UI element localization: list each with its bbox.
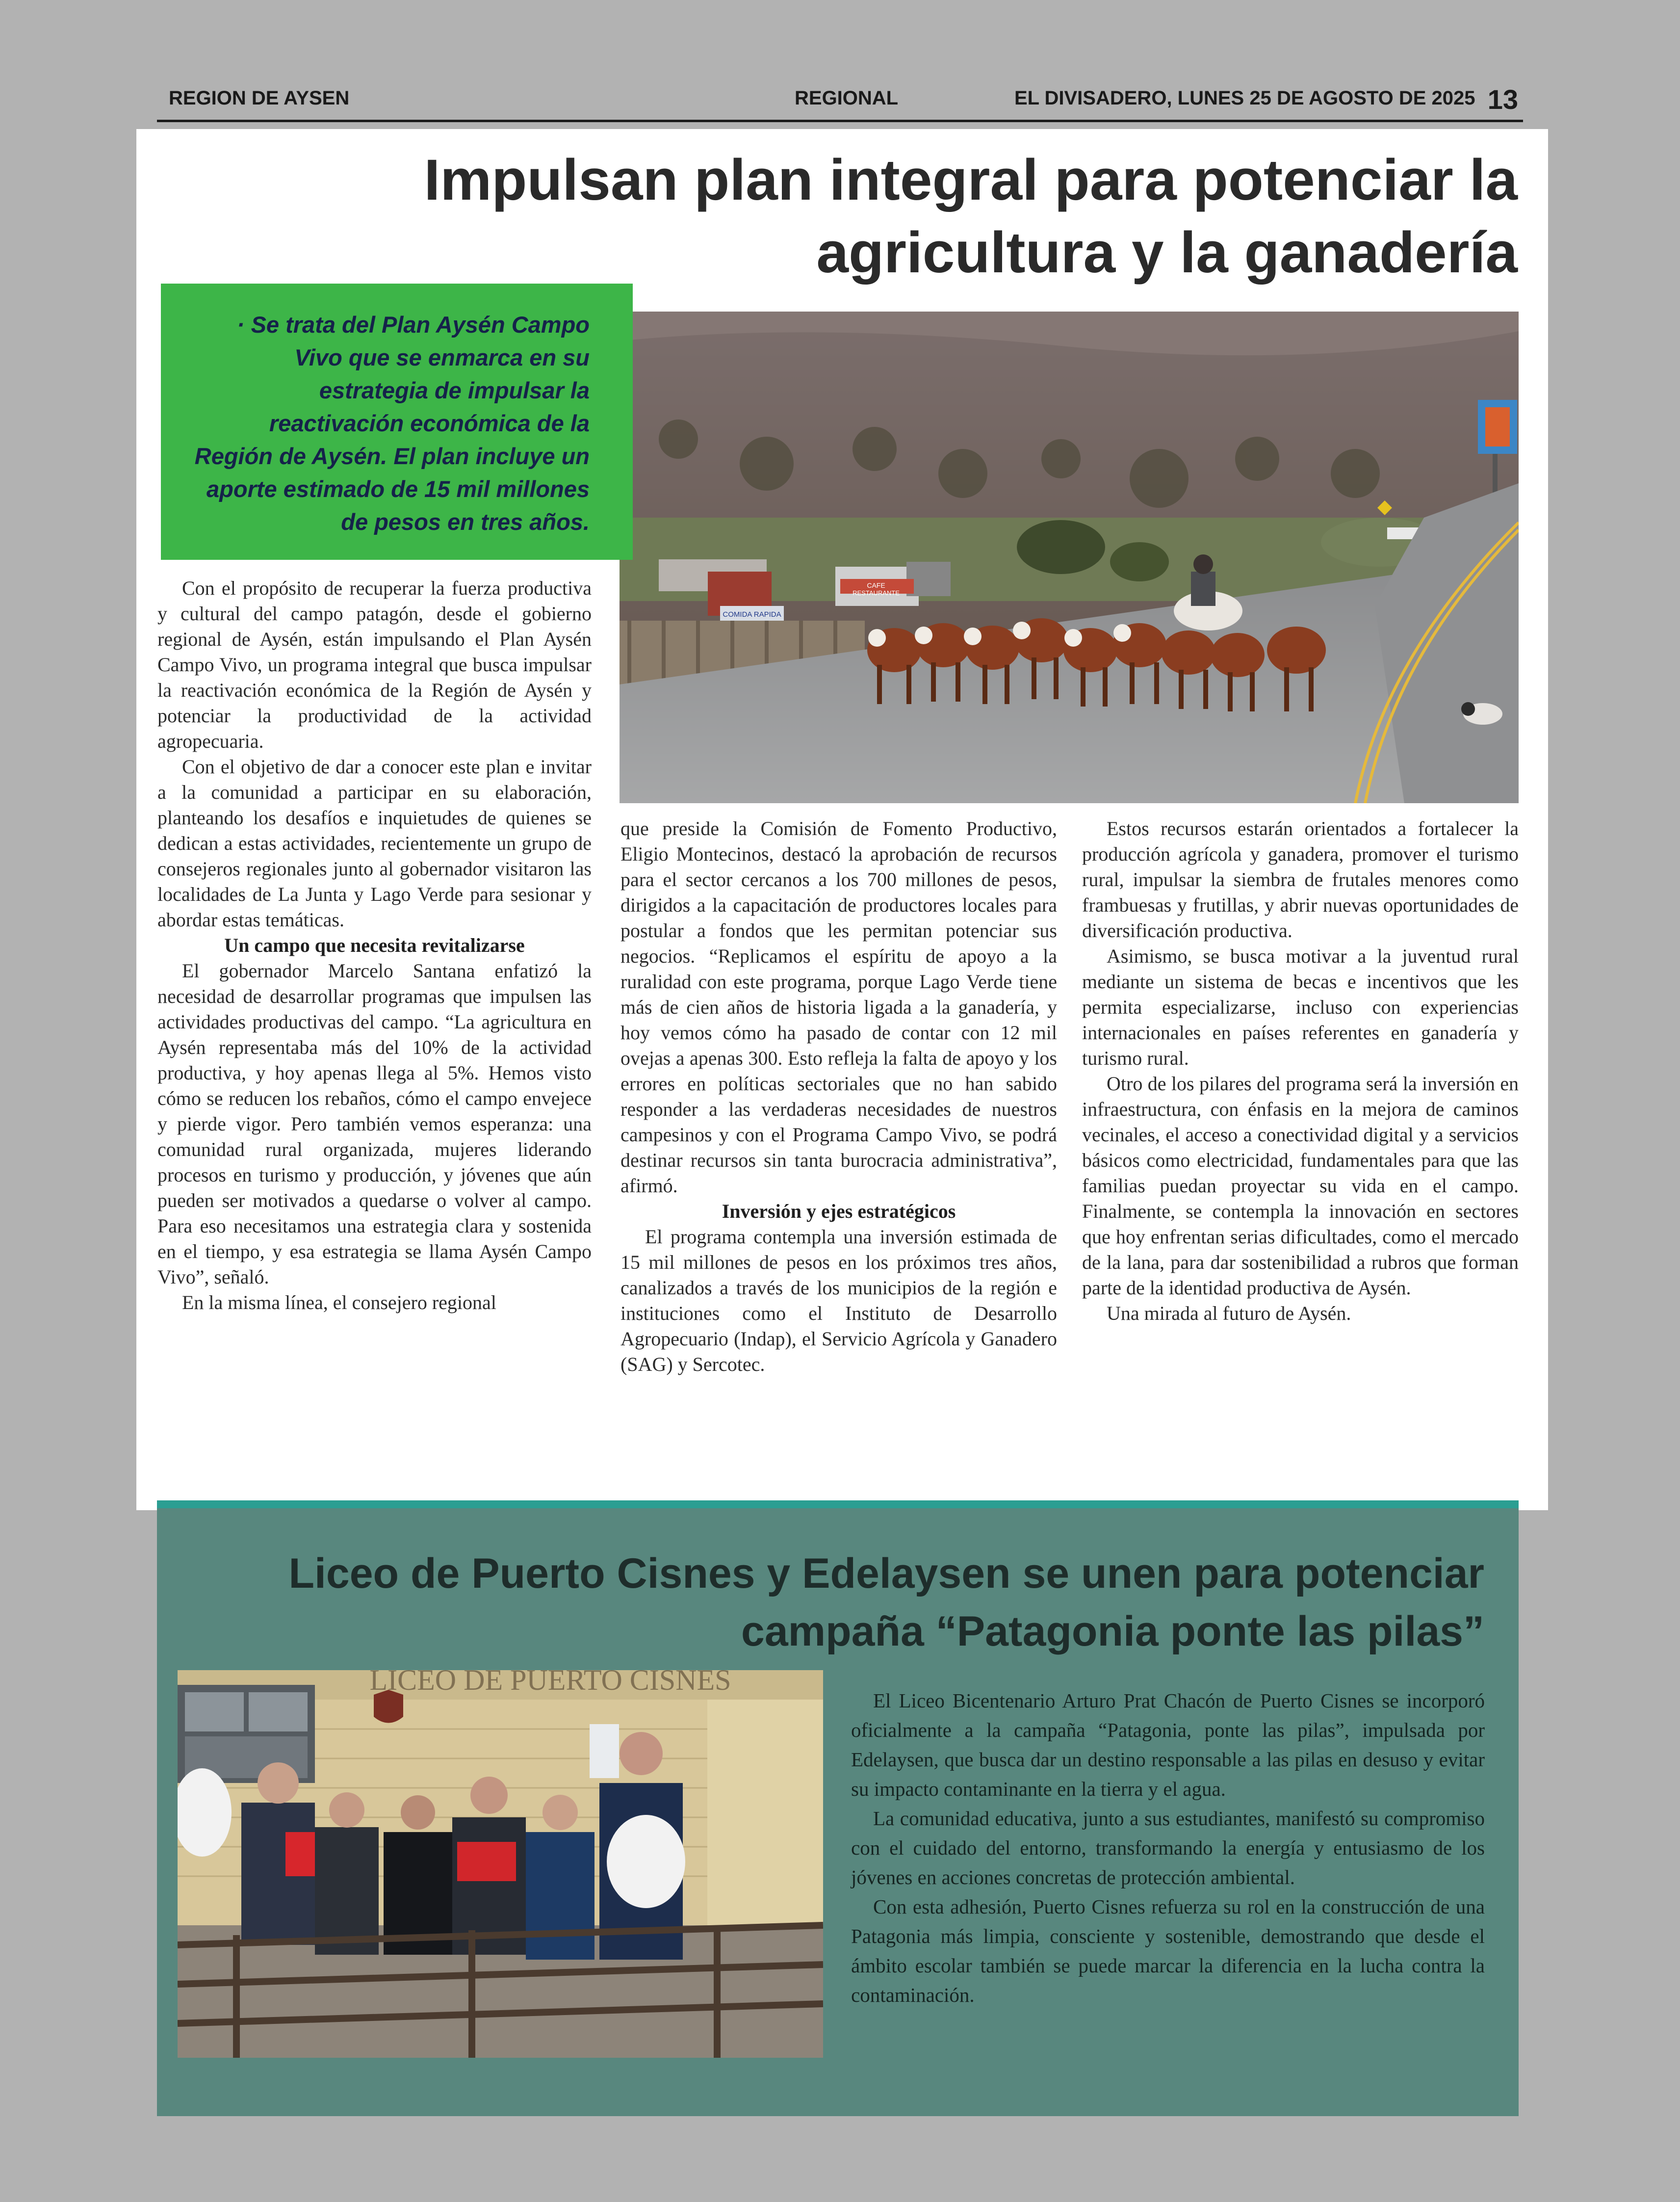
headline-line-1: Liceo de Puerto Cisnes y Edelaysen se unen para potenciar xyxy=(288,1550,1484,1597)
header-category: REGIONAL xyxy=(795,87,899,109)
photo-school-sign: LICEO DE PUERTO CISNES xyxy=(369,1670,731,1696)
article-agriculture xyxy=(136,129,1548,1510)
article-deck: · Se trata del Plan Aysén Campo Vivo que se enmarca en su estrategia de impulsar la reactivación económica de la Región de Aysén. El plan incluye un aporte estimado de 15 mil millones de pesos en tres años. xyxy=(161,284,633,560)
article-headline xyxy=(389,144,1518,289)
paragraph: La comunidad educativa, junto a sus estudiantes, manifestó su compromiso con el cuidado del entorno, transformando la energía y entusiasmo de los jóvenes en acciones concretas de protección ambiental. xyxy=(851,1807,1485,1888)
page-number: 13 xyxy=(1487,84,1518,115)
article-column-2 xyxy=(620,816,1057,1377)
paragraph: Otro de los pilares del programa será la inversión en infraestructura, con énfasis en la mejora de caminos vecinales, el acceso a conectividad digital y a servicios básicos como electricidad, fundamentales para que las familias puedan proyectar su vida en el campo. Finalmente, se contempla la innovación en sectores que hoy enfrentan serias dificultades, como el mercado de la lana, para dar sostenibilidad a rubros que forman parte de la identidad productiva de Aysén. xyxy=(1082,1073,1519,1299)
article-batteries-campaign xyxy=(157,1500,1519,2116)
article-body xyxy=(851,1686,1485,2010)
paragraph: Con el objetivo de dar a conocer este plan e invitar a la comunidad a participar en su elaboración, planteando los desafíos e inquietudes de quienes se dedican a estas actividades, recientemente un grupo de consejeros regionales junto al gobernador visitaron las localidades de La Junta y Lago Verde para sesionar y abordar estas temáticas. xyxy=(157,756,592,931)
header-section-name: REGION DE AYSEN xyxy=(169,87,350,109)
school-group-photo xyxy=(178,1670,823,2058)
paragraph: Con esta adhesión, Puerto Cisnes refuerza su rol en la construcción de una Patagonia más limpia, consciente y sostenible, demostrando que desde el ámbito escolar también se puede marcar la diferencia en la lucha contra la contaminación. xyxy=(851,1895,1485,2006)
article-column-3 xyxy=(1082,816,1519,1326)
article-column-1 xyxy=(157,576,592,1315)
photo-sign-restaurant: RESTAURANTE xyxy=(853,589,900,597)
paragraph: En la misma línea, el consejero regional xyxy=(182,1291,496,1313)
header-date: EL DIVISADERO, LUNES 25 DE AGOSTO DE 2025 xyxy=(1014,87,1475,109)
photo-sign-comida-rapida: COMIDA RAPIDA xyxy=(723,610,781,619)
paragraph: Una mirada al futuro de Aysén. xyxy=(1107,1302,1351,1324)
subheading: Un campo que necesita revitalizarse xyxy=(224,934,525,956)
cattle-road-photo xyxy=(620,312,1519,803)
photo-sign-cafe: CAFE xyxy=(867,581,885,589)
paragraph: Estos recursos estarán orientados a fortalecer la producción agrícola y ganadera, promover el turismo rural, impulsar la siembra de frutales menores como frambuesas y frutillas, y abrir nuevas oportunidades de diversificación productiva. xyxy=(1082,817,1519,942)
paragraph: Con el propósito de recuperar la fuerza productiva y cultural del campo patagón, desde el gobierno regional de Aysén, están impulsando el Plan Aysén Campo Vivo, un programa integral que busca impulsar la reactivación económica de la Región de Aysén y potenciar la productividad de la actividad agropecuaria. xyxy=(157,577,592,752)
headline-line-2: campaña “Patagonia ponte las pilas” xyxy=(741,1608,1484,1655)
subheading: Inversión y ejes estratégicos xyxy=(722,1200,956,1222)
paragraph: El Liceo Bicentenario Arturo Prat Chacón de Puerto Cisnes se incorporó oficialmente a la campaña “Patagonia, ponte las pilas”, impulsada por Edelaysen, que busca dar un destino responsable a las pilas en desuso y evitar su impacto contaminante en la tierra y el agua. xyxy=(851,1689,1485,1800)
article-headline xyxy=(258,1545,1484,1660)
paragraph: El programa contempla una inversión estimada de 15 mil millones de pesos en los próximos tres años, canalizados a través de los municipios de la región e instituciones como el Instituto de Desarrollo Agropecuario (Indap), el Servicio Agrícola y Ganadero (SAG) y Sercotec. xyxy=(620,1226,1057,1375)
headline-line-1: Impulsan plan integral para potenciar la xyxy=(424,148,1518,212)
paragraph: que preside la Comisión de Fomento Productivo, Eligio Montecinos, destacó la aprobación de recursos para el sector cercanos a los 700 millones de pesos, dirigidos a la capacitación de productores locales para postular a fondos que les permitan potenciar sus negocios. “Replicamos el espíritu de apoyo a la ruralidad con este programa, porque Lago Verde tiene más de cien años de historia ligada a la ganadería, y hoy vemos cómo ha pasado de contar con 12 mil ovejas a apenas 300. Esto refleja la falta de apoyo y los errores en políticas sectoriales que no han sabido responder a las verdaderas necesidades de nuestros campesinos y con el Programa Campo Vivo, se podrá destinar recursos sin tanta burocracia administrativa”, afirmó. xyxy=(620,817,1057,1197)
headline-line-2: agricultura y la ganadería xyxy=(816,220,1518,285)
paragraph: El gobernador Marcelo Santana enfatizó la necesidad de desarrollar programas que impulsen las actividades productivas del campo. “La agricultura en Aysén representaba más del 10% de la actividad productiva, y hoy apenas llega al 5%. Hemos visto cómo se reducen los rebaños, cómo el campo envejece y pierde vigor. Pero también vemos esperanza: una comunidad rural organizada, mujeres liderando procesos en turismo y producción, y jóvenes que aún pueden ser motivados a quedarse o volver al campo. Para eso necesitamos una estrategia clara y sostenida en el tiempo, y esa estrategia se llama Aysén Campo Vivo”, señaló. xyxy=(157,960,592,1288)
paragraph: Asimismo, se busca motivar a la juventud rural mediante un sistema de becas e incentivos que les permita especializarse, incluso con experiencias internacionales en países referentes en ganadería y turismo rural. xyxy=(1082,945,1519,1069)
page-header xyxy=(157,84,1523,122)
